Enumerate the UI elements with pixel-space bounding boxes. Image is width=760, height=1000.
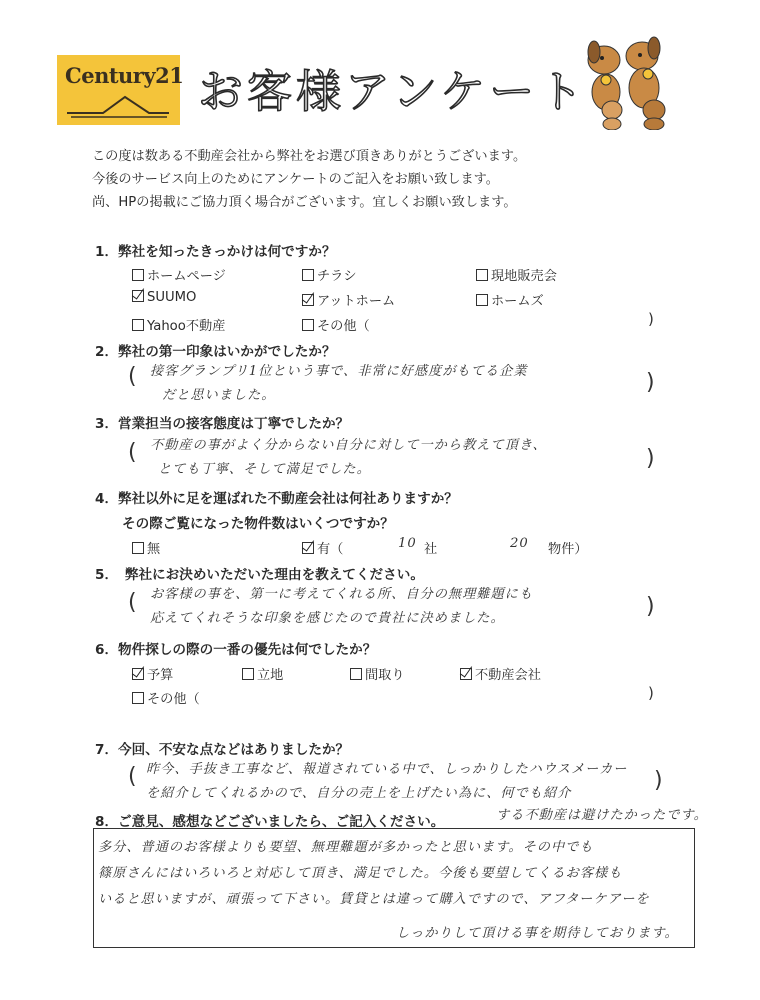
checkbox[interactable] [476,269,488,281]
q6-option-budget[interactable]: 予算 [132,664,173,683]
question-1: 1．弊社を知ったきっかけは何ですか？ [95,244,336,260]
q5-answer-line: 応えてくれそうな印象を感じたので貴社に決めました。 [150,611,505,626]
question-8: 8．ご意見、感想などございましたら、ご記入ください。 [95,814,445,830]
checkbox-checked[interactable] [302,294,314,306]
q1-option-open-house[interactable]: 現地販売会 [476,265,557,284]
close-paren: ) [646,370,655,395]
checkbox[interactable] [132,269,144,281]
close-paren: ) [648,310,654,328]
checkbox-checked[interactable] [132,290,144,302]
q2-answer-line: だと思いました。 [162,388,276,403]
q1-option-suumo[interactable]: SUUMO [132,290,196,305]
q7-answer-line: 昨今、手抜き工事など、報道されている中で、しっかりしたハウスメーカー [146,762,628,777]
dog-mascots-icon [572,30,682,130]
q4-company-count: 10 [398,536,417,551]
q1-option-athome[interactable]: アットホーム [302,290,395,309]
q1-option-other[interactable]: その他（ [302,315,370,334]
q4-property-count: 20 [510,536,529,551]
checkbox[interactable] [132,319,144,331]
checkbox-checked[interactable] [460,668,472,680]
checkbox[interactable] [350,668,362,680]
question-7: 7．今回、不安な点などはありましたか？ [95,742,350,758]
q4-option-none[interactable]: 無 [132,538,160,557]
checkbox[interactable] [242,668,254,680]
close-paren: ) [648,684,654,702]
q2-answer-line: 接客グランプリ1位という事で、非常に好感度がもてる企業 [150,364,528,379]
question-3: 3．営業担当の接客態度は丁寧でしたか？ [95,416,350,432]
checkbox-checked[interactable] [302,542,314,554]
intro-line: 尚、HPの掲載にご協力頂く場合がございます。宜しくお願い致します。 [92,195,517,210]
q7-answer-overflow: する不動産は避けたかったです。 [496,808,708,823]
checkbox[interactable] [132,542,144,554]
q7-answer-line: を紹介してくれるかので、自分の売上を上げたい為に、何でも紹介 [146,786,572,801]
question-4-sub: その際ご覧になった物件数はいくつですか？ [122,516,394,532]
q1-option-homepage[interactable]: ホームページ [132,265,226,284]
q1-option-homes[interactable]: ホームズ [476,290,544,309]
q4-option-yes[interactable]: 有（ [302,538,343,557]
century21-logo [57,55,184,125]
open-paren: ( [128,764,137,789]
q8-answer-line: 多分、普通のお客様よりも要望、無理難題が多かったと思います。その中でも [98,840,594,855]
q6-option-other[interactable]: その他（ [132,688,200,707]
question-2: 2．弊社の第一印象はいかがでしたか？ [95,344,336,360]
house-roof-icon [67,93,171,119]
checkbox[interactable] [132,692,144,704]
q1-option-yahoo[interactable]: Yahoo不動産 [132,315,225,334]
open-paren: ( [128,440,137,465]
checkbox[interactable] [302,269,314,281]
q1-option-flyer[interactable]: チラシ [302,265,357,284]
q8-answer-line: 篠原さんにはいろいろと対応して頂き、満足でした。今後も要望してくるお客様も [98,866,623,881]
logo-text: Century21 [65,63,184,88]
q3-answer-line: 不動産の事がよく分からない自分に対して一から教えて頂き、 [150,438,547,453]
q3-answer-line: とても丁寧、そして満足でした。 [158,462,371,477]
close-paren: ) [646,594,655,619]
intro-line: この度は数ある不動産会社から弊社をお選び頂きありがとうございます。 [92,149,527,164]
checkbox[interactable] [476,294,488,306]
checkbox-checked[interactable] [132,668,144,680]
q8-answer-line: しっかりして頂ける事を期待しております。 [396,926,679,941]
q4-property-unit: 物件） [548,542,588,557]
open-paren: ( [128,364,137,389]
q8-answer-line: いると思いますが、頑張って下さい。賃貸とは違って購入ですので、アフターケアーを [98,892,650,907]
q4-company-unit: 社 [424,542,438,557]
page-title: お客様アンケート [198,65,588,118]
q6-option-location[interactable]: 立地 [242,664,283,683]
intro-line: 今後のサービス向上のためにアンケートのご記入をお願い致します。 [92,172,499,187]
open-paren: ( [128,590,137,615]
close-paren: ) [646,446,655,471]
q6-option-layout[interactable]: 間取り [350,664,405,683]
question-4: 4．弊社以外に足を運ばれた不動産会社は何社ありますか？ [95,491,458,507]
q5-answer-line: お客様の事を、第一に考えてくれる所、自分の無理難題にも [150,587,534,602]
question-5: 5． 弊社にお決めいただいた理由を教えてください。 [95,567,424,583]
close-paren: ) [654,768,663,793]
question-6: 6．物件探しの際の一番の優先は何でしたか？ [95,642,377,658]
q6-option-agency[interactable]: 不動産会社 [460,664,541,683]
checkbox[interactable] [302,319,314,331]
